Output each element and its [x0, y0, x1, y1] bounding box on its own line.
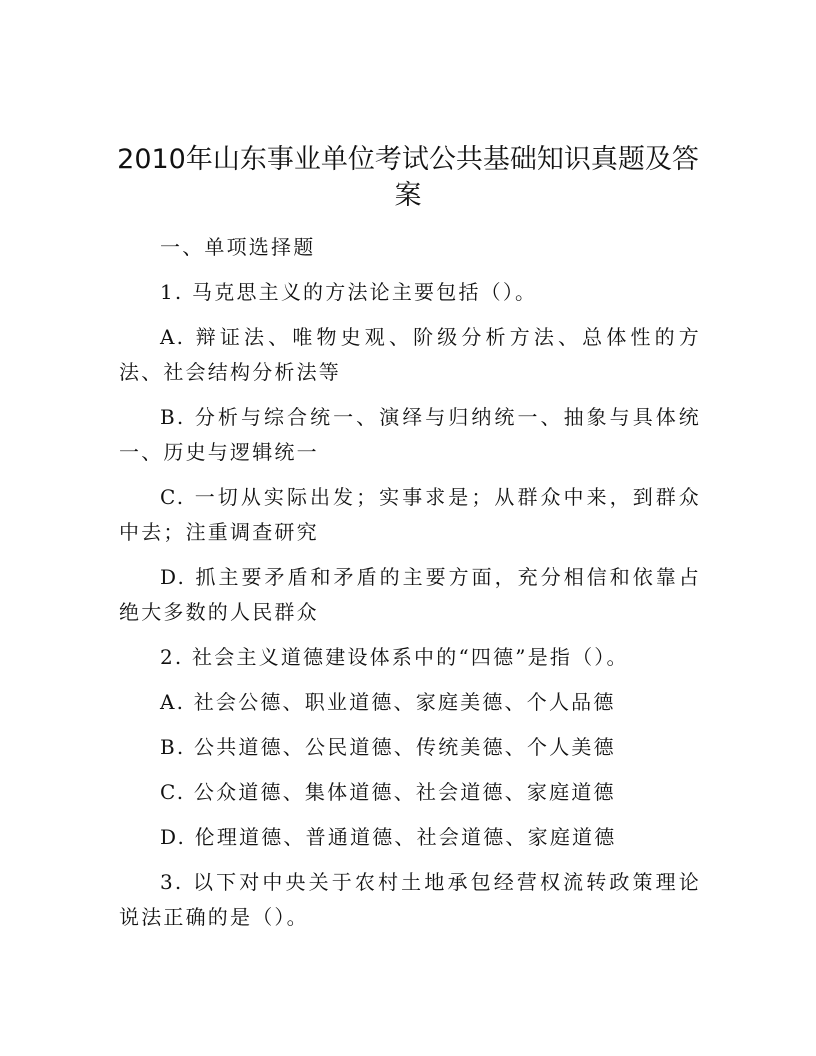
document-title: 2010年山东事业单位考试公共基础知识真题及答案 [117, 144, 699, 211]
question-1-option-d: D. 抓主要矛盾和矛盾的主要方面，充分相信和依靠占绝大多数的人民群众 [119, 565, 701, 624]
question-1: 1. 马克思主义的方法论主要包括（）。 [160, 280, 538, 304]
question-1-option-b: B. 分析与综合统一、演绎与归纳统一、抽象与具体统一、历史与逻辑统一 [119, 405, 701, 464]
question-1-option-a: A. 辩证法、唯物史观、阶级分析方法、总体性的方法、社会结构分析法等 [119, 325, 701, 384]
question-2-option-a: A. 社会公德、职业道德、家庭美德、个人品德 [160, 690, 616, 714]
question-2-option-c: C. 公众道德、集体道德、社会道德、家庭道德 [160, 780, 616, 804]
question-2-option-b: B. 公共道德、公民道德、传统美德、个人美德 [160, 735, 616, 759]
question-2: 2. 社会主义道德建设体系中的“四德”是指（）。 [160, 645, 629, 669]
question-3: 3. 以下对中央关于农村土地承包经营权流转政策理论说法正确的是（）。 [119, 870, 701, 929]
question-2-option-d: D. 伦理道德、普通道德、社会道德、家庭道德 [160, 825, 617, 849]
question-1-option-c: C. 一切从实际出发；实事求是；从群众中来，到群众中去；注重调查研究 [119, 485, 701, 544]
section-heading: 一、单项选择题 [160, 235, 316, 259]
document-body [119, 230, 701, 945]
